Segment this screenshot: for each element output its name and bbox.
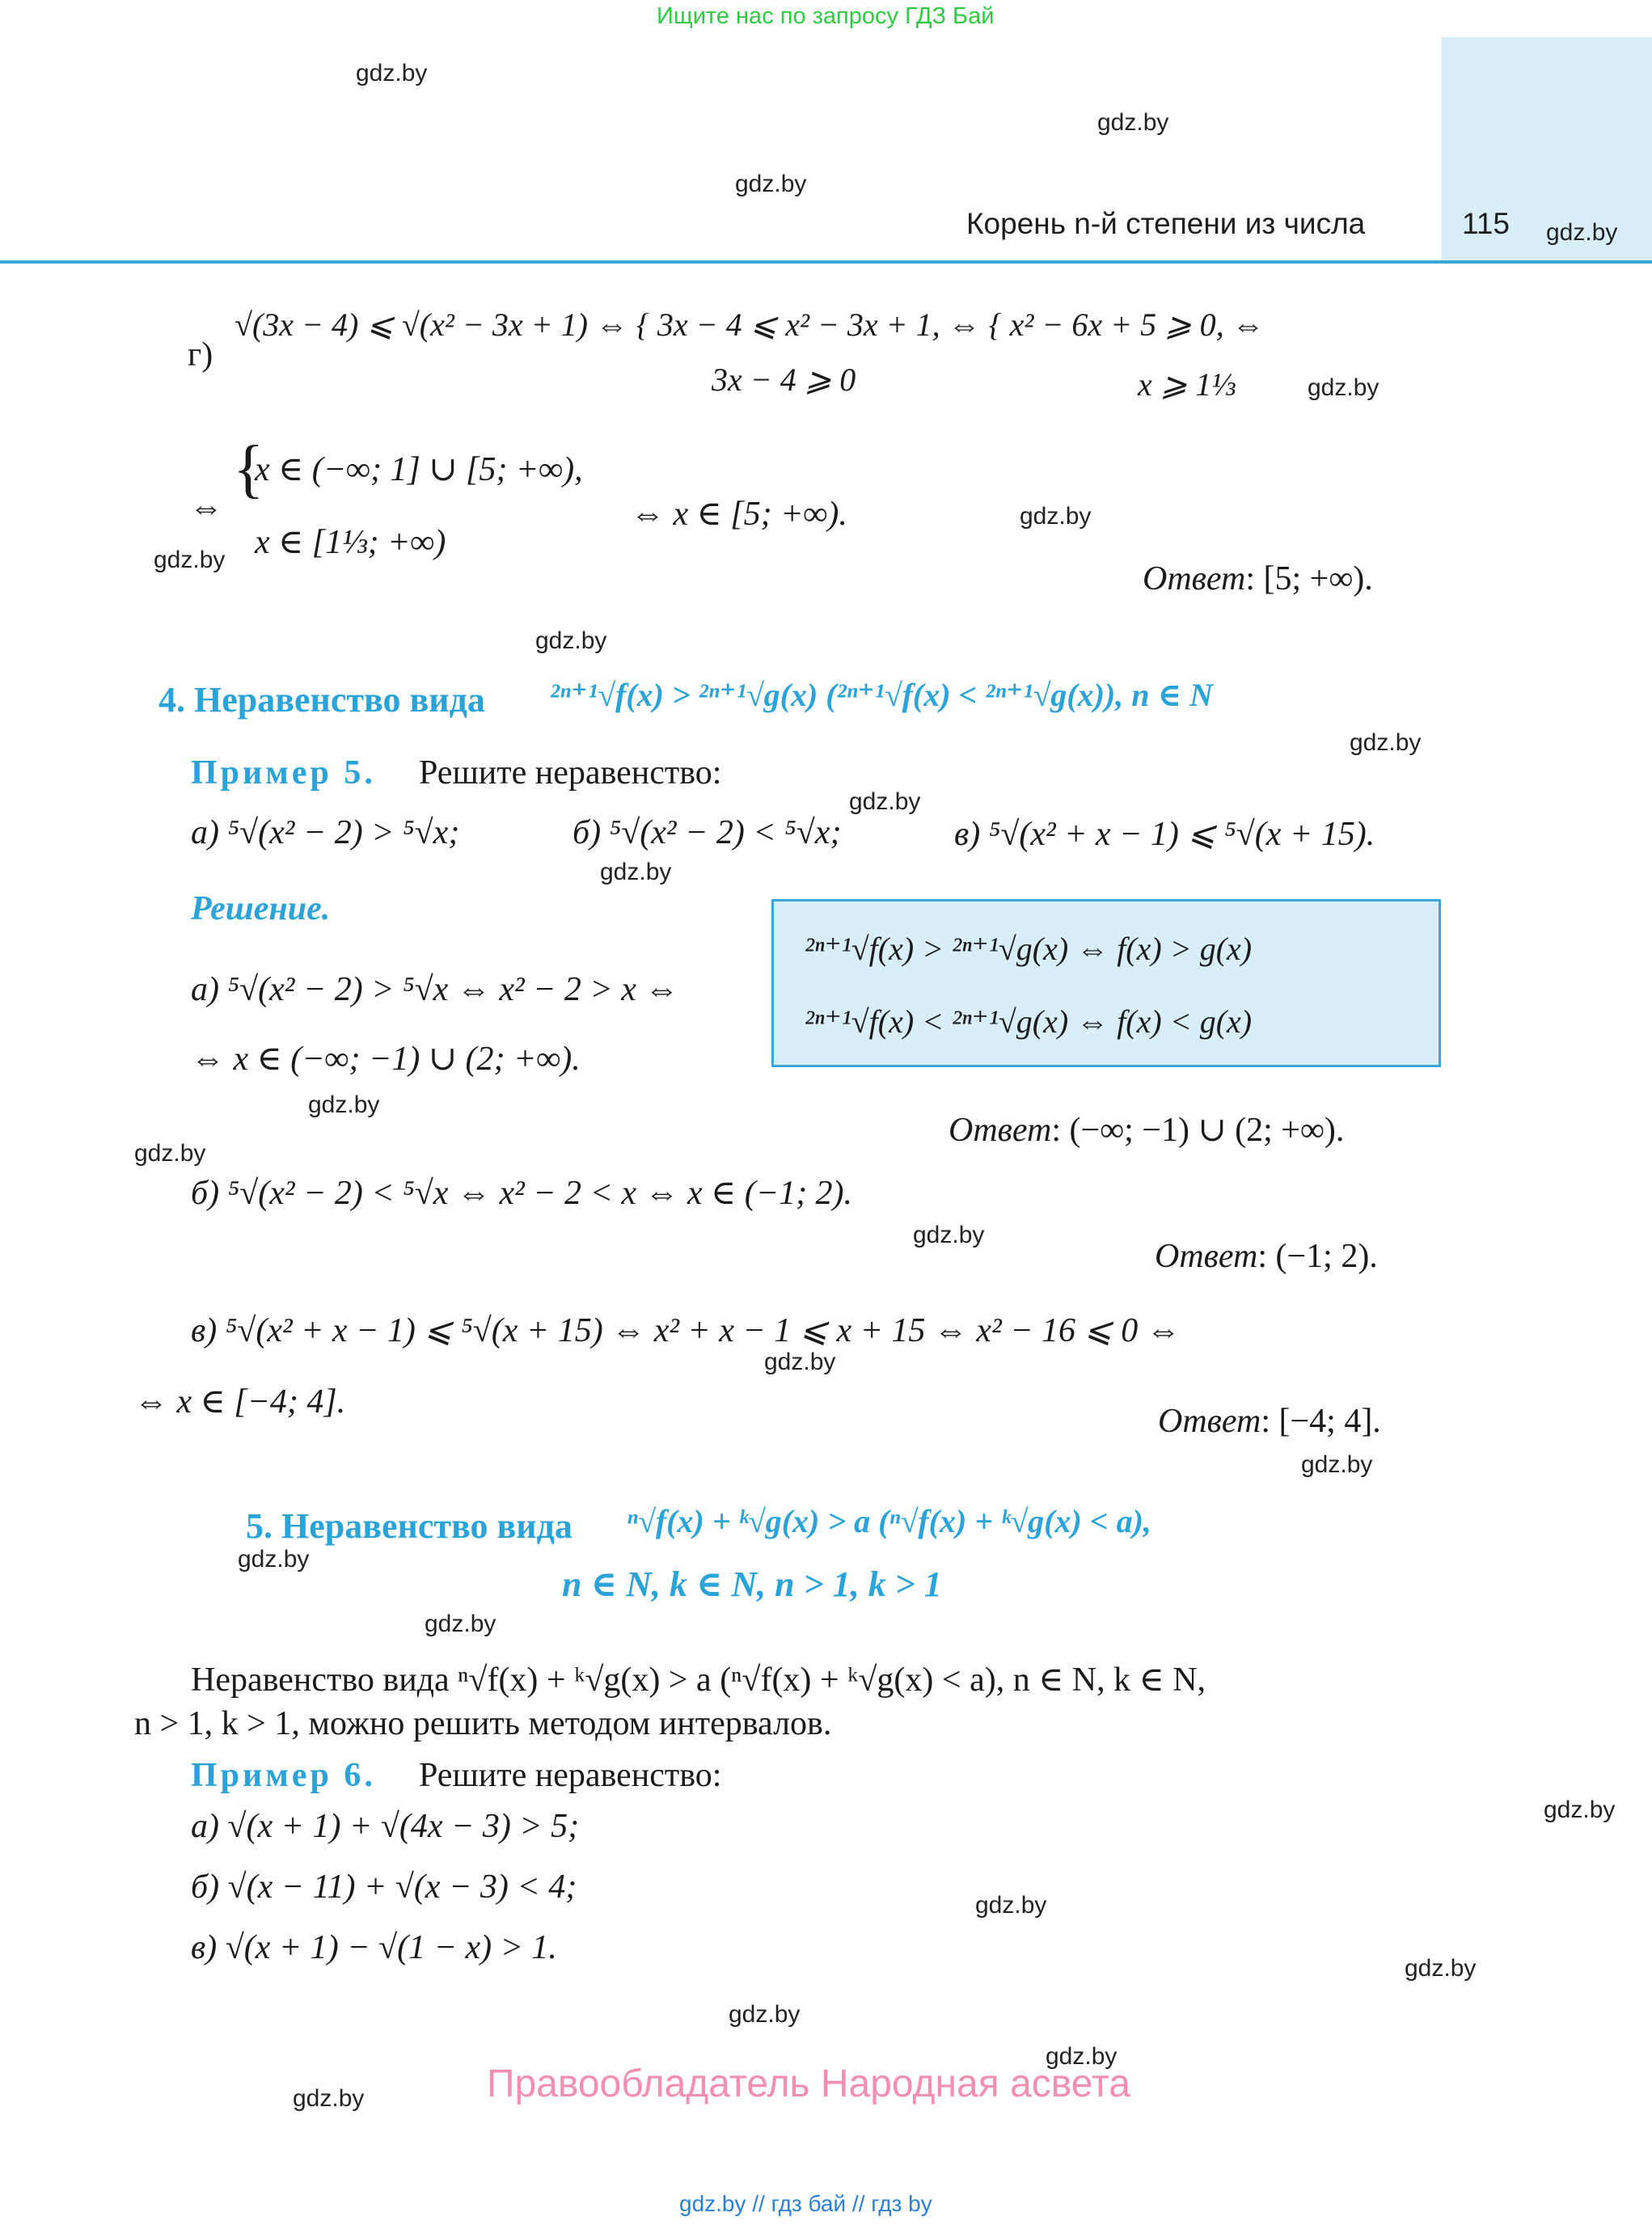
rule-line: ²ⁿ⁺¹√f(x) < ²ⁿ⁺¹√g(x) ⇔ f(x) < g(x): [805, 1003, 1253, 1040]
watermark: gdz.by: [1350, 729, 1422, 756]
watermark: gdz.by: [1546, 219, 1618, 246]
answer-value: : (−1; 2).: [1257, 1238, 1378, 1275]
section-heading: 4. Неравенство вида: [158, 680, 485, 720]
watermark: gdz.by: [1046, 2043, 1118, 2070]
watermark: gdz.by: [238, 1546, 310, 1573]
watermark: gdz.by: [1301, 1451, 1373, 1478]
page-number: 115: [1462, 207, 1510, 240]
section-formula: ⁿ√f(x) + ᵏ√g(x) > a (ⁿ√f(x) + ᵏ√g(x) < a),: [627, 1503, 1151, 1539]
rule-line: ²ⁿ⁺¹√f(x) > ²ⁿ⁺¹√g(x) ⇔ f(x) > g(x): [805, 931, 1253, 967]
section-formula: ²ⁿ⁺¹√f(x) > ²ⁿ⁺¹√g(x) (²ⁿ⁺¹√f(x) < ²ⁿ⁺¹√g(x)), n ∈ N: [550, 677, 1213, 713]
running-title: Корень n-й степени из числа: [966, 207, 1366, 240]
copyright-notice: Правообладатель Народная асвета: [487, 2062, 1130, 2105]
watermark: gdz.by: [1544, 1796, 1616, 1823]
watermark: gdz.by: [308, 1091, 380, 1118]
example-item: б) √(x − 11) + √(x − 3) < 4;: [191, 1868, 577, 1906]
solution-heading: Решение.: [191, 890, 331, 927]
example-title: Пример 5.: [191, 754, 376, 792]
solution-line: ⇔ x ∈ (−∞; −1) ∪ (2; +∞).: [191, 1041, 581, 1078]
watermark: gdz.by: [425, 1611, 496, 1637]
watermark: gdz.by: [764, 1349, 836, 1375]
answer-line: [1143, 559, 1373, 598]
solution-line: б) ⁵√(x² − 2) < ⁵√x ⇔ x² − 2 < x ⇔ x ∈ (−1; 2).: [191, 1175, 853, 1212]
answer-line: [1155, 1237, 1378, 1276]
solution-line: ⇔ x ∈ [−4; 4].: [134, 1383, 346, 1421]
example-item: б) ⁵√(x² − 2) < ⁵√x;: [572, 814, 842, 851]
system-brace: {: [233, 433, 264, 505]
equation-line: √(3x − 4) ⩽ √(x² − 3x + 1) ⇔ { 3x − 4 ⩽ x² − 3x + 1, ⇔ { x² − 6x + 5 ⩾ 0, ⇔: [234, 306, 1265, 343]
watermark: gdz.by: [1097, 109, 1169, 136]
answer-value: : [−4; 4].: [1261, 1403, 1381, 1440]
section-heading: 5. Неравенство вида: [246, 1506, 572, 1546]
watermark: gdz.by: [293, 2085, 365, 2112]
header-rule: [0, 260, 1652, 264]
watermark: gdz.by: [134, 1140, 206, 1167]
example-item: в) √(x + 1) − √(1 − x) > 1.: [191, 1929, 557, 1966]
watermark: gdz.by: [1308, 374, 1379, 401]
example-item: а) ⁵√(x² − 2) > ⁵√x;: [191, 814, 460, 851]
watermark: gdz.by: [154, 547, 226, 573]
watermark: gdz.by: [913, 1222, 985, 1248]
system-line: x ∈ (−∞; 1] ∪ [5; +∞),: [255, 451, 583, 488]
equivalence-arrow: ⇔: [189, 489, 223, 526]
paragraph-line: n > 1, k > 1, можно решить методом интервалов.: [134, 1705, 832, 1742]
item-label: г): [188, 336, 213, 374]
watermark: gdz.by: [1405, 1955, 1477, 1982]
paragraph-line: Неравенство вида ⁿ√f(x) + ᵏ√g(x) > a (ⁿ√f(x) + ᵏ√g(x) < a), n ∈ N, k ∈ N,: [191, 1661, 1206, 1699]
solution-line: в) ⁵√(x² + x − 1) ⩽ ⁵√(x + 15) ⇔ x² + x − 1 ⩽ x + 15 ⇔ x² − 16 ⩽ 0 ⇔: [191, 1312, 1181, 1349]
watermark: gdz.by: [975, 1892, 1047, 1919]
footer-links[interactable]: gdz.by // гдз бай // гдз by: [679, 2191, 932, 2216]
watermark: gdz.by: [729, 2001, 801, 2028]
section-formula: n ∈ N, k ∈ N, n > 1, k > 1: [562, 1564, 942, 1604]
answer-value: : (−∞; −1) ∪ (2; +∞).: [1051, 1112, 1345, 1149]
answer-word: Ответ: [949, 1112, 1052, 1149]
watermark: gdz.by: [356, 60, 428, 87]
example-title: Пример 6.: [191, 1757, 376, 1794]
watermark: gdz.by: [849, 788, 921, 815]
example-text: Решите неравенство:: [419, 754, 722, 792]
example-item: а) √(x + 1) + √(4x − 3) > 5;: [191, 1808, 580, 1845]
system-line: 3x − 4 ⩾ 0: [712, 361, 856, 398]
answer-line: [1158, 1402, 1381, 1441]
top-banner[interactable]: Ищите нас по запросу ГДЗ Бай: [657, 3, 995, 29]
answer-word: Ответ: [1143, 560, 1246, 597]
watermark: gdz.by: [1020, 503, 1092, 530]
watermark: gdz.by: [735, 171, 807, 197]
rule-box: [771, 899, 1441, 1067]
solution-line: а) ⁵√(x² − 2) > ⁵√x ⇔ x² − 2 > x ⇔: [191, 971, 679, 1008]
watermark: gdz.by: [600, 859, 672, 885]
equation-result: ⇔ x ∈ [5; +∞).: [631, 496, 847, 533]
example-item: в) ⁵√(x² + x − 1) ⩽ ⁵√(x + 15).: [954, 816, 1375, 853]
answer-word: Ответ: [1158, 1403, 1261, 1440]
answer-value: : [5; +∞).: [1245, 560, 1373, 597]
answer-word: Ответ: [1155, 1238, 1258, 1275]
watermark: gdz.by: [535, 627, 607, 654]
system-line: x ∈ [1⅓; +∞): [255, 524, 446, 561]
example-text: Решите неравенство:: [419, 1757, 722, 1794]
answer-line: [949, 1109, 1344, 1150]
system-line: x ⩾ 1⅓: [1138, 366, 1236, 403]
